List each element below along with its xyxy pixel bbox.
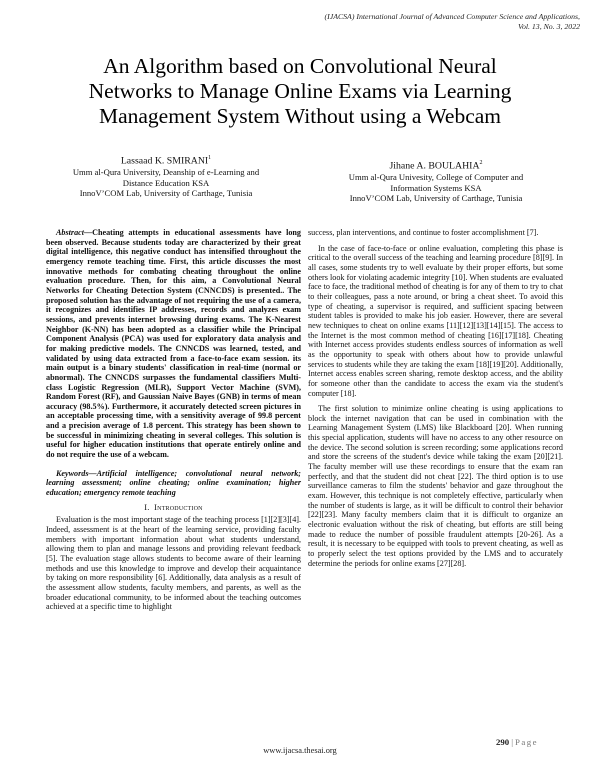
paragraph-cheating-methods: In the case of face-to-face or online evaluation, completing this phase is critical to the overall success of the teaching and learning procedure [8][9]. In all cases, some students try to well evaluate by their proper efforts, but some others look for violating academic integrity [10]. When students are evaluated face to face, the traditional method of cheating is for any of them to try to chat to their colleagues, pass a note around, or bring a cheat sheet. To avoid this type of cheating, a supervisor is required, and sufficient spacing between student tables is provided to make his job easier. However, there are several new techniques to cheat on online exams [11][12][13][14][15]. The access to the Internet is the most common method of cheating [16][17][18]. Cheating with Internet access provides students endless sources of information as well as the opportunity to speak with others about how to provide unlawful services to students while they are taking the exam [18][19][20]. Additionally, Internet access enables screen sharing, remote desktop access, and the ability for someone other than the candidate to access the exam via the student's computer [18]. bbox=[308, 243, 563, 398]
title-line-3: Management System Without using a Webcam bbox=[98, 104, 502, 128]
author-2-affiliation-3: InnoV’COM Lab, University of Carthage, Tunisia bbox=[349, 193, 523, 204]
paragraph-solutions: The first solution to minimize online cheating is using applications to block the internet navigation that can be used in combination with the Learning Management System (LMS) like Blackboard [20]. When running this special application, students will have no access to any other resource on the device. The second solution is screen recording; some applications record and store the screens of the student's device while taking the exam [20][21]. The faculty member will use these recordings to ensure that the exam ran perfectly, and that the student did not cheat [22]. The third option is to use surveillance cameras to film the students' behavior and gaze throughout the exam. However, this technique is not completely effective, particularly when the number of students is large, as it will be difficult to control their behavior [22][23]. Many faculty members claim that it is difficult to organize an electronic evaluation without the risk of cheating, but efforts are still being made to reduce the number of possible fraudulent attempts [20-26]. As a result, it is necessary to be equipped with tools to prevent cheating, as well as to properly select the test options provided by the LMS and to accurately determine the periods for online exams [27][28]. bbox=[308, 404, 563, 568]
title-line-1: An Algorithm based on Convolutional Neural bbox=[103, 54, 497, 78]
author-1-affiliation-1: Umm al-Qura University, Deanship of e-Learning and bbox=[72, 167, 260, 178]
page-separator: | bbox=[511, 737, 513, 747]
paper-title bbox=[40, 54, 560, 129]
author-block-1 bbox=[36, 152, 296, 199]
author-1-affiliation-3: InnoV’COM Lab, University of Carthage, Tunisia bbox=[79, 188, 253, 199]
journal-header bbox=[325, 12, 580, 32]
author-name-2: Jihane A. BOULAHIA$^2$ bbox=[389, 160, 483, 172]
journal-name: (IJACSA) International Journal of Advanced Computer Science and Applications, bbox=[324, 12, 580, 21]
abstract bbox=[46, 228, 301, 460]
section-number: I. bbox=[144, 502, 150, 512]
section-title: Introduction bbox=[154, 502, 203, 512]
journal-volume: Vol. 13, No. 3, 2022 bbox=[518, 22, 580, 31]
right-column bbox=[308, 228, 563, 574]
author-block-2 bbox=[306, 157, 566, 204]
page-number: 290 bbox=[496, 737, 510, 747]
intro-paragraph-1: Evaluation is the most important stage of the teaching process [1][2][3][4]. Indeed, assessment is at the heart of the learning service, providing faculty members with important information about what students understand, allowing them to plan and manage lessons and providing relevant feedback [5]. The evaluation stage allows students to become aware of their learning methods and use this knowledge to improve and develop their acquaintance by taking on more responsibility [6]. Additionally, data analysis as a result of the assessment allow students, faculty members, and parents, as well as the broader educational community, to be informed about the teaching outcomes achieved at a specific time to highlight bbox=[46, 515, 301, 612]
keywords bbox=[46, 469, 301, 498]
paragraph-continuation: success, plan interventions, and continue to foster accomplishment [7]. bbox=[308, 228, 539, 237]
abstract-label: Abstract bbox=[56, 228, 84, 237]
keywords-text: Artificial intelligence; convolutional neural network; learning assessment; online cheating; online examination; higher education; emergency remote teaching bbox=[46, 468, 301, 498]
section-heading-introduction bbox=[46, 503, 301, 513]
author-name-1: Lassaad K. SMIRANI$^1$ bbox=[120, 155, 212, 167]
author-1-affiliation-2: Distance Education KSA bbox=[122, 177, 210, 188]
author-2-affiliation-1: Umm al-Qura Univesity, College of Computer and bbox=[348, 172, 524, 183]
title-line-2: Networks to Manage Online Exams via Learning bbox=[88, 79, 512, 103]
author-2-affiliation-2: Information Systems KSA bbox=[390, 182, 482, 193]
keywords-label: Keywords— bbox=[56, 468, 97, 478]
abstract-text: —Cheating attempts in educational assessments have long been observed. Because students today are characterized by their great digital intelligence, this negative conduct has intensified throughout the emergency remote teaching time. First, this article discusses the most innovative methods for combating cheating throughout the online evaluation procedure. Then, for this aim, a Convolutional Neural Networks for Cheating Detection System (CNNCDS) is presented.. The proposed solution has the advantage of not requiring the use of a camera, it recognizes and identifies IP addresses, records and analyzes exam sessions, and prevents internet browsing during exams. The K-Nearest Neighbor (K-NN) has been adopted as a classifier while the Principal Component Analysis (PCA) was used for exploratory data analysis and for making predictive models. The CNNCDS was learned, tested, and validated by using data extracted from a face-to-face exam session. its main output is a binary students' classification in real-time (normal or abnormal). The CNNCDS surpasses the fundamental classifiers Multi-class Logistic Regression (MLR), Support Vector Machine (SVM), Random Forest (RF), and Gaussian Naive Bayes (GNB) in terms of mean accuracy (98.5%). Furthermore, it accurately detected screen pictures in an acceptable processing time, with a sensitivity average of 99.8 percent and a precision average of 1.8 percent. This strategy has been shown to be successful in minimizing cheating in several colleges. This solution is useful for higher education institutions that operate entirely online and do not require the use of a webcam. bbox=[46, 228, 301, 460]
left-column bbox=[46, 228, 301, 618]
footer-url: www.ijacsa.thesai.org bbox=[263, 746, 337, 755]
page-word: Page bbox=[514, 737, 539, 747]
